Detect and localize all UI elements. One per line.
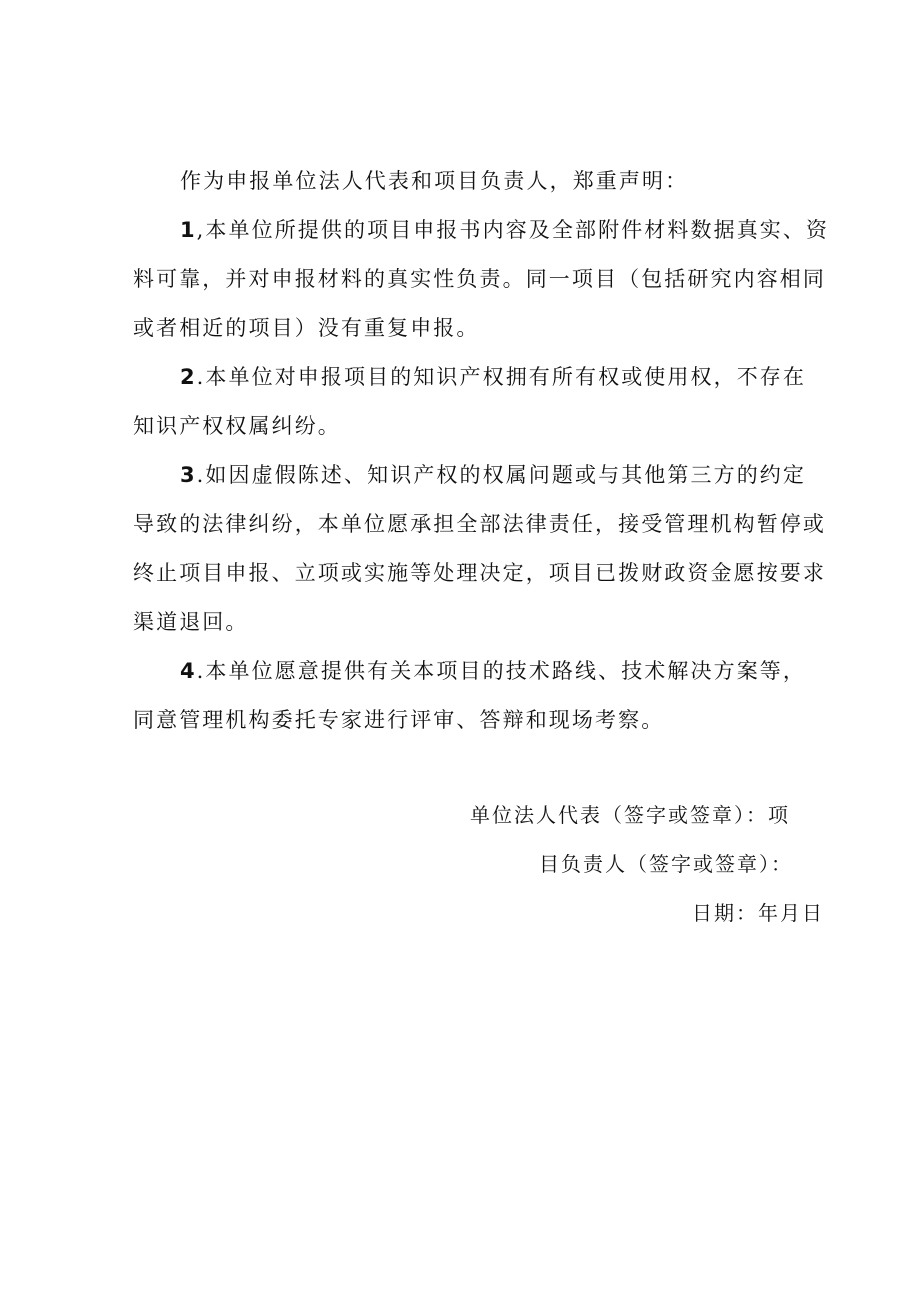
item-3-line-2: 导致的法律纠纷，本单位愿承担全部法律责任，接受管理机构暂停或 <box>133 512 826 536</box>
item-3-number: 3 <box>180 463 195 487</box>
item-4-line-2: 同意管理机构委托专家进行评审、答辩和现场考察。 <box>133 708 665 732</box>
item-1-number: 1 <box>180 218 195 242</box>
item-2-line-2: 知识产权权属纠纷。 <box>133 414 341 438</box>
item-3-line-3: 终止项目申报、立项或实施等处理决定，项目已拨财政资金愿按要求 <box>133 561 826 585</box>
item-2-text-1: .本单位对申报项目的知识产权拥有所有权或使用权，不存在 <box>196 365 806 389</box>
item-1-line-3: 或者相近的项目）没有重复申报。 <box>133 316 480 340</box>
item-2-number: 2 <box>180 365 195 389</box>
item-1-text-1: ,本单位所提供的项目申报书内容及全部附件材料数据真实、资 <box>196 218 830 242</box>
intro-text: 作为申报单位法人代表和项目负责人，郑重声明： <box>180 169 689 193</box>
item-4-number: 4 <box>180 659 195 683</box>
signature-legal-representative: 单位法人代表（签字或签章）：项 <box>470 803 790 827</box>
item-1-line-2: 料可靠，并对申报材料的真实性负责。同一项目（包括研究内容相同 <box>133 267 826 291</box>
item-3-line-1 <box>180 462 806 488</box>
item-3-line-4: 渠道退回。 <box>133 610 249 634</box>
item-1-line-1 <box>180 217 829 243</box>
item-3-text-1: .如因虚假陈述、知识产权的权属问题或与其他第三方的约定 <box>196 463 806 487</box>
item-4-text-1: .本单位愿意提供有关本项目的技术路线、技术解决方案等， <box>196 659 806 683</box>
signature-date: 日期：年月日 <box>692 901 824 925</box>
item-2-line-1 <box>180 364 806 390</box>
signature-project-leader: 目负责人（签字或签章）： <box>539 852 793 876</box>
item-4-line-1 <box>180 658 806 684</box>
